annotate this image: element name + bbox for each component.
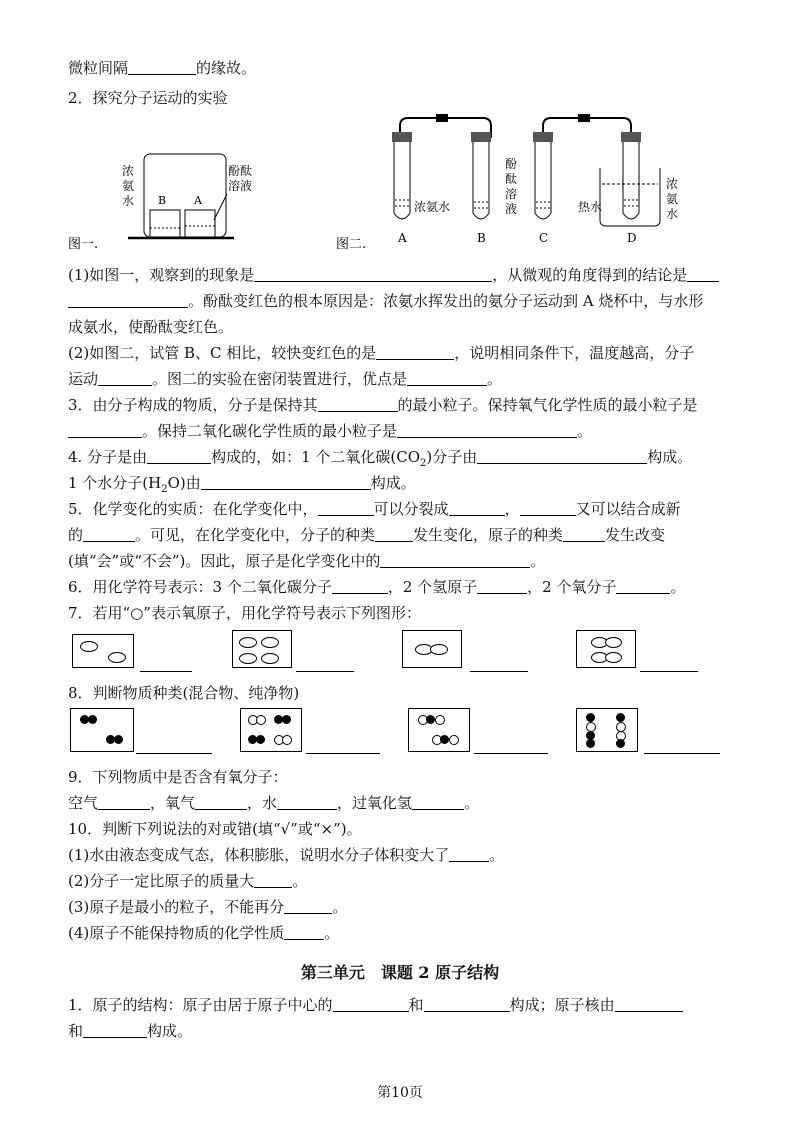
- question-10-line: [68, 845, 504, 865]
- tube-label-c: C: [539, 231, 549, 245]
- question-10-title: 10．判断下列说法的对或错(填“√”或“×”)。: [68, 820, 362, 838]
- text: 。可见，在化学变化中，分子的种类: [135, 526, 376, 544]
- question-4-line: 4. 分子是由 构成的，如：1 个二氧化碳$(CO_2)$分子由 构成。: [68, 448, 693, 469]
- oxygen-atom: [261, 637, 279, 648]
- text: 。酚酞变红色的根本原因是：浓氨水挥发出的氨分子运动到 A 烧杯中，与水形: [188, 292, 704, 310]
- label-phenolphthalein: 酚: [505, 157, 518, 171]
- beaker-b: [150, 210, 180, 237]
- text: 。: [324, 924, 340, 942]
- text: 。: [292, 872, 308, 890]
- oxygen-atom: [605, 652, 622, 663]
- answer-blank[interactable]: [98, 795, 150, 810]
- stopper: [471, 132, 491, 142]
- label-solution: 溶液: [228, 179, 253, 193]
- answer-blank[interactable]: [644, 752, 720, 754]
- question-2-line: [68, 369, 502, 389]
- clamp: [436, 114, 448, 122]
- text: 运动: [68, 370, 99, 388]
- question-1-line: 成氨水，使酚酞变红色。: [68, 318, 234, 336]
- answer-blank[interactable]: [201, 475, 371, 490]
- answer-blank[interactable]: [449, 847, 489, 862]
- answer-blank[interactable]: [474, 752, 548, 754]
- text: 发生变化，原子的种类: [413, 526, 564, 544]
- answer-blank[interactable]: [412, 795, 464, 810]
- answer-blank[interactable]: [333, 997, 409, 1012]
- label-concentrated-ammonia: 浓氨水: [414, 200, 451, 214]
- answer-blank[interactable]: [306, 752, 380, 754]
- text: (1)如图一，观察到的现象是: [68, 266, 255, 284]
- answer-blank[interactable]: [318, 501, 374, 516]
- clamp: [578, 114, 590, 122]
- answer-blank[interactable]: [520, 501, 576, 516]
- label-nh3: 氨: [122, 179, 135, 193]
- text: 可以分裂成: [373, 500, 449, 518]
- text: (2)如图二，试管 B、C 相比，较快变红色的是: [68, 344, 377, 362]
- answer-blank[interactable]: [687, 267, 719, 282]
- text: 。: [487, 370, 503, 388]
- atom-structure-line: [68, 1021, 192, 1041]
- beaker-hot-water: [600, 168, 660, 226]
- oxygen-atom: [430, 644, 448, 655]
- text: ，氧气: [150, 794, 196, 812]
- text: ，过氧化氢: [337, 794, 413, 812]
- answer-blank[interactable]: [397, 423, 577, 438]
- tube-label-a: A: [398, 231, 407, 245]
- answer-blank[interactable]: [332, 579, 388, 594]
- answer-blank[interactable]: [477, 579, 527, 594]
- label-a: A: [194, 194, 202, 207]
- stopper: [533, 132, 553, 142]
- answer-blank[interactable]: [284, 925, 324, 940]
- text: 6．用化学符号表示：3 个二氧化碳分子: [68, 578, 332, 596]
- label-solution: 液: [505, 202, 518, 216]
- text: 4. 分子是由: [68, 448, 148, 466]
- text: ，从微观的角度得到的结论是: [492, 266, 688, 284]
- question-10-line: [68, 871, 307, 891]
- atom-white: [256, 715, 266, 725]
- answer-blank[interactable]: [296, 670, 354, 672]
- answer-blank[interactable]: [477, 449, 647, 464]
- label-phenolphthalein: 酞: [505, 172, 518, 186]
- text: (2)分子一定比原子的质量大: [68, 872, 255, 890]
- text: 微粒间隔: [68, 59, 129, 77]
- line-particle-gap: [68, 58, 256, 78]
- oxygen-atom: [80, 641, 98, 652]
- atom-black: [114, 735, 123, 744]
- test-tube-c: [535, 142, 551, 219]
- answer-blank[interactable]: [98, 371, 152, 386]
- text: 。: [670, 578, 686, 596]
- figure-one: [68, 120, 368, 255]
- oxygen-atom: [239, 653, 257, 664]
- text: ，说明相同条件下，温度越高，分子: [454, 344, 695, 362]
- atom-black: [616, 739, 625, 748]
- diagram-box: [72, 634, 134, 668]
- answer-blank[interactable]: [140, 670, 192, 672]
- pointer-line: [214, 194, 227, 220]
- section-heading: 第三单元 课题 2 原子结构: [300, 963, 500, 982]
- atom-white: [435, 715, 445, 725]
- text: 1．原子的结构：原子由居于原子中心的: [68, 996, 333, 1014]
- text: (1)水由液态变成气态，体积膨胀，说明水分子体积变大了: [68, 846, 450, 864]
- atom-black: [282, 715, 291, 724]
- text: (3)原子是最小的粒子，不能再分: [68, 898, 285, 916]
- question-8-title: 8．判断物质种类(混合物、纯净物): [68, 684, 300, 702]
- answer-blank[interactable]: [615, 997, 683, 1012]
- answer-blank[interactable]: [254, 873, 292, 888]
- answer-blank[interactable]: [640, 670, 698, 672]
- test-tube-a: [394, 142, 410, 219]
- text: 和: [68, 1022, 84, 1040]
- label-nh3: 水: [666, 207, 679, 221]
- question-5-line: [68, 499, 681, 519]
- text: 。: [332, 898, 348, 916]
- label-nh3: 浓: [666, 177, 679, 191]
- answer-blank[interactable]: [195, 795, 247, 810]
- answer-blank[interactable]: [318, 397, 398, 412]
- test-tube-b: [473, 142, 489, 219]
- diagram-box: [576, 708, 638, 752]
- atom-structure-line: [68, 995, 683, 1015]
- answer-blank[interactable]: [136, 752, 212, 754]
- question-2-line: [68, 343, 694, 363]
- answer-blank[interactable]: [284, 899, 332, 914]
- text: 1 个水分子(H: [68, 474, 162, 492]
- answer-blank[interactable]: [68, 293, 188, 308]
- text: (4)原子不能保持物质的化学性质: [68, 924, 285, 942]
- atom-white: [282, 735, 292, 745]
- atom-black: [440, 735, 449, 744]
- label-phenolphthalein: 酚酞: [228, 164, 253, 178]
- text: 的: [68, 526, 84, 544]
- figure-two-caption: 图二.: [336, 237, 367, 252]
- text: 构成。: [647, 448, 693, 466]
- text: ，: [504, 500, 520, 518]
- oxygen-atom: [239, 637, 257, 648]
- question-1-line: [68, 265, 719, 285]
- text: 。: [464, 794, 480, 812]
- atom-black: [586, 739, 595, 748]
- stopper: [621, 132, 641, 142]
- oxygen-atom: [261, 653, 279, 664]
- beaker-a: [185, 210, 215, 237]
- text: 的缘故。: [196, 59, 257, 77]
- answer-blank[interactable]: [68, 423, 142, 438]
- text: 。: [489, 846, 505, 864]
- question-5-line: [68, 525, 665, 545]
- question-7-title: 7．若用“○”表示氧原子，用化学符号表示下列图形：: [68, 604, 421, 622]
- diagram-box: [240, 708, 302, 752]
- question-10-line: [68, 897, 347, 917]
- label-nh3: 浓: [122, 164, 135, 178]
- answer-blank[interactable]: [380, 553, 530, 568]
- answer-blank[interactable]: [147, 449, 211, 464]
- text: 构成；原子核由: [509, 996, 615, 1014]
- answer-blank[interactable]: [424, 997, 510, 1012]
- oxygen-atom: [605, 637, 622, 648]
- answer-blank[interactable]: [616, 579, 670, 594]
- text: 又可以结合成新: [575, 500, 681, 518]
- text: ，水: [247, 794, 278, 812]
- test-tube-d: [623, 142, 639, 219]
- oxygen-atom: [108, 652, 126, 663]
- question-4-line: 1 个水分子$(H_2O)$由 构成。: [68, 474, 416, 495]
- question-9-line: [68, 793, 479, 813]
- answer-blank[interactable]: [83, 1023, 147, 1038]
- text: 。图二的实验在密闭装置进行，优点是: [152, 370, 408, 388]
- answer-blank[interactable]: [277, 795, 337, 810]
- text: )分子由: [426, 448, 478, 466]
- text: 。保持二氧化碳化学性质的最小粒子是: [142, 422, 398, 440]
- diagram-box: [408, 708, 470, 752]
- atom-white: [449, 735, 459, 745]
- text: 和: [408, 996, 424, 1014]
- label-hot-water: 热水: [578, 200, 603, 214]
- text: 构成的，如：1 个二氧化碳(CO: [211, 448, 421, 466]
- text: ，2 个氢原子: [387, 578, 478, 596]
- figure-two: [378, 108, 688, 248]
- text: ，2 个氧分子: [527, 578, 617, 596]
- answer-blank[interactable]: [375, 527, 413, 542]
- question-6-line: [68, 577, 686, 597]
- text: 空气: [68, 794, 99, 812]
- atom-black: [426, 715, 435, 724]
- label-nh3: 氨: [666, 192, 679, 206]
- text: 。: [530, 552, 546, 570]
- answer-blank[interactable]: [254, 267, 492, 282]
- label-nh3: 水: [122, 194, 135, 208]
- label-solution: 溶: [505, 187, 518, 201]
- question-9-title: 9．下列物质中是否含有氧分子：: [68, 768, 288, 786]
- page-number: 第10页: [377, 1085, 423, 1101]
- atom-black: [616, 713, 625, 722]
- answer-blank[interactable]: [83, 527, 135, 542]
- question-3-line: [68, 421, 592, 441]
- diagram-box: [402, 630, 462, 668]
- answer-blank[interactable]: [407, 371, 487, 386]
- text: 3．由分子构成的物质，分子是保持其: [68, 396, 318, 414]
- text: 的最小粒子。保持氧气化学性质的最小粒子是: [397, 396, 698, 414]
- text: (填“会”或“不会”)。因此，原子是化学变化中的: [68, 552, 381, 570]
- text: 构成。: [147, 1022, 193, 1040]
- diagram-box: [70, 708, 134, 752]
- diagram-box: [576, 630, 636, 668]
- tube-label-b: B: [477, 231, 486, 245]
- diagram-box: [232, 630, 292, 668]
- atom-black: [256, 735, 265, 744]
- answer-blank[interactable]: [563, 527, 605, 542]
- text: 发生改变: [605, 526, 666, 544]
- atom-black: [88, 715, 97, 724]
- section-title-molecular-motion: 2．探究分子运动的实验: [68, 89, 228, 107]
- label-b: B: [158, 194, 167, 207]
- answer-blank[interactable]: [376, 345, 454, 360]
- figure-one-caption: 图一.: [68, 237, 99, 252]
- question-3-line: [68, 395, 698, 415]
- answer-blank[interactable]: [128, 60, 196, 75]
- atom-black: [586, 713, 595, 722]
- text: 5．化学变化的实质：在化学变化中，: [68, 500, 318, 518]
- text: 。: [577, 422, 593, 440]
- stopper: [392, 132, 412, 142]
- tube-label-d: D: [627, 231, 637, 245]
- text: 构成。: [370, 474, 416, 492]
- text: O)由: [167, 474, 201, 492]
- answer-blank[interactable]: [470, 670, 528, 672]
- question-10-line: [68, 923, 339, 943]
- question-1-line: [68, 291, 703, 311]
- question-5-line: [68, 551, 545, 571]
- answer-blank[interactable]: [449, 501, 505, 516]
